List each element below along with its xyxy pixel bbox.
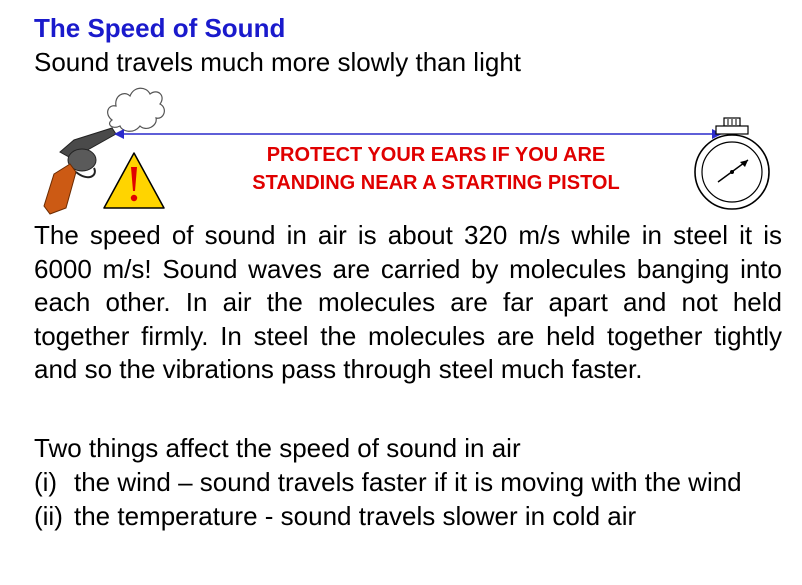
warning-line-1: PROTECT YOUR EARS IF YOU ARE bbox=[266, 144, 606, 166]
smoke-cloud-icon bbox=[108, 88, 165, 131]
page-subtitle: Sound travels much more slowly than light bbox=[34, 47, 522, 77]
factors-intro: Two things affect the speed of sound in air bbox=[34, 433, 521, 463]
warning-line-2: STANDING NEAR A STARTING PISTOL bbox=[252, 172, 620, 194]
pistol-icon bbox=[44, 128, 116, 214]
stopwatch-icon bbox=[695, 118, 769, 209]
list-item bbox=[34, 500, 782, 534]
factors-list bbox=[34, 466, 782, 533]
page-title: The Speed of Sound bbox=[34, 13, 286, 43]
speed-explanation-paragraph: The speed of sound in air is about 320 m/s while in steel it is 6000 m/s! Sound waves are carried by molecules banging into each other. In air the molecules are far apart and not held together firmly. In steel the molecules are held together tightly and so the vibrations pass through steel much faster. bbox=[34, 220, 782, 385]
list-item-text: the temperature - sound travels slower in cold air bbox=[74, 500, 637, 531]
list-item bbox=[34, 466, 782, 500]
hazard-warning-icon bbox=[104, 153, 164, 208]
list-marker: (i) bbox=[34, 467, 58, 497]
double-arrow-icon bbox=[114, 129, 722, 139]
list-item-text: the wind – sound travels faster if it is moving with the wind bbox=[74, 467, 742, 497]
ear-protection-warning bbox=[190, 141, 682, 197]
list-marker: (ii) bbox=[34, 500, 63, 531]
